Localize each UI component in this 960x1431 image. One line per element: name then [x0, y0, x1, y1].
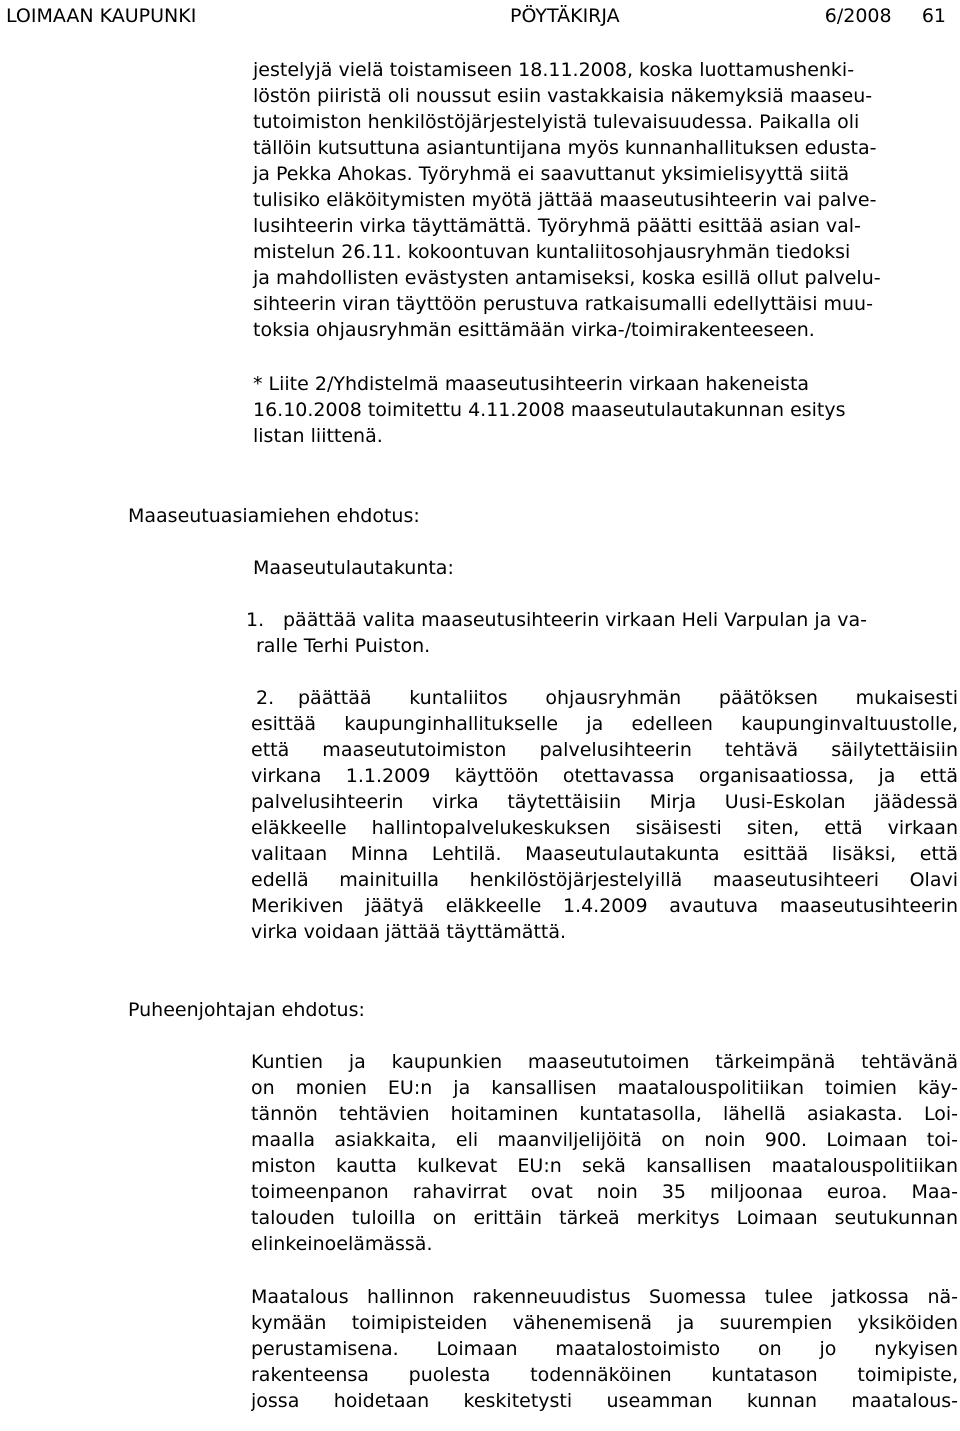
text-line: lusihteerin virka täyttämättä. Työryhmä päätti esittää asian val-: [253, 215, 861, 237]
text-line: talouden tuloilla on erittäin tärkeä merkitys Loimaan seutukunnan: [251, 1207, 958, 1229]
text-line: virka voidaan jättää täyttämättä.: [251, 921, 567, 943]
text-line: elinkeinoelämässä.: [251, 1233, 433, 1255]
text-line: tulisiko eläköitymisten myötä jättää maaseutusihteerin vai palve-: [253, 189, 877, 211]
organization-name: LOIMAAN KAUPUNKI: [6, 5, 197, 27]
decision-number: 2.: [256, 687, 275, 709]
page-header: [6, 3, 946, 29]
text-line: Merikiven jäätyä eläkkeelle 1.4.2009 avautuva maaseutusihteerin: [251, 895, 958, 917]
text-line: perustamisena. Loimaan maatalostoimisto on jo nykyisen: [251, 1338, 958, 1360]
text-line: ja Pekka Ahokas. Työryhmä ei saavuttanut yksimielisyyttä siitä: [253, 163, 850, 185]
text-line: päättää kuntaliitos ohjausryhmän päätöksen mukaisesti: [298, 687, 958, 709]
chair-heading: Puheenjohtajan ehdotus:: [128, 999, 365, 1021]
attachment-note: [253, 371, 950, 449]
intro-paragraph: [253, 57, 950, 343]
board-label: Maaseutulautakunta:: [253, 557, 454, 579]
text-line: eläkkeelle hallintopalvelukeskuksen sisäisesti siten, että virkaan: [251, 817, 958, 839]
decision-number: 1.: [246, 609, 265, 631]
text-line: kymään toimipisteiden vähenemisenä ja suurempien yksiköiden: [251, 1312, 958, 1334]
text-line: on monien EU:n ja kansallisen maatalouspolitiikan toimien käy-: [251, 1077, 958, 1099]
page-number: 61: [921, 5, 946, 27]
text-line: rakenteensa puolesta todennäköinen kuntatason toimipiste,: [251, 1364, 958, 1386]
text-line: ralle Terhi Puiston.: [256, 635, 431, 657]
text-line: palvelusihteerin virka täytettäisiin Mirja Uusi-Eskolan jäädessä: [251, 791, 958, 813]
text-line: että maaseututoimiston palvelusihteerin tehtävä säilytettäisiin: [251, 739, 958, 761]
text-line: virkana 1.1.2009 käyttöön otettavassa organisaatiossa, ja että: [251, 765, 958, 787]
decision-text: [256, 607, 933, 659]
text-line: 16.10.2008 toimitettu 4.11.2008 maaseutulautakunnan esitys: [253, 399, 846, 421]
text-line: Maatalous hallinnon rakenneuudistus Suomessa tulee jatkossa nä-: [251, 1286, 958, 1308]
chair-paragraph-1: [251, 1049, 958, 1257]
text-line: listan liittenä.: [253, 425, 383, 447]
text-line: valitaan Minna Lehtilä. Maaseutulautakunta esittää lisäksi, että: [251, 843, 958, 865]
issue-number: 6/2008: [824, 5, 892, 27]
chair-paragraph-2: [251, 1284, 958, 1414]
issue-and-page: [825, 3, 946, 29]
text-line: tännön tehtävien hoitaminen kuntatasolla, lähellä asiakasta. Loi-: [251, 1103, 958, 1125]
text-line: mistelun 26.11. kokoontuvan kuntaliitosohjausryhmän tiedoksi: [253, 241, 851, 263]
text-line: * Liite 2/Yhdistelmä maaseutusihteerin virkaan hakeneista: [253, 373, 810, 395]
text-line: toimeenpanon rahavirrat ovat noin 35 miljoonaa euroa. Maa-: [251, 1181, 958, 1203]
text-line: Kuntien ja kaupunkien maaseututoimen tärkeimpänä tehtävänä: [251, 1051, 958, 1073]
text-line: edellä mainituilla henkilöstöjärjestelyillä maaseutusihteeri Olavi: [251, 869, 958, 891]
decision-text: [251, 685, 958, 945]
text-line: esittää kaupunginhallitukselle ja edelleen kaupunginvaltuustolle,: [251, 713, 958, 735]
text-line: ja mahdollisten evästysten antamiseksi, koska esillä ollut palvelu-: [253, 267, 881, 289]
text-line: löstön piiristä oli noussut esiin vastakkaisia näkemyksiä maaseu-: [253, 85, 873, 107]
text-line: tutoimiston henkilöstöjärjestelyistä tulevaisuudessa. Paikalla oli: [253, 111, 860, 133]
text-line: jossa hoidetaan keskitetysti useamman kunnan maatalous-: [251, 1390, 958, 1412]
document-type: PÖYTÄKIRJA: [510, 5, 620, 27]
text-line: toksia ohjausryhmän esittämään virka-/toimirakenteeseen.: [253, 319, 815, 341]
text-line: miston kautta kulkevat EU:n sekä kansallisen maatalouspolitiikan: [251, 1155, 958, 1177]
text-line: maalla asiakkaita, eli maanviljelijöitä on noin 900. Loimaan toi-: [251, 1129, 958, 1151]
text-line: tällöin kutsuttuna asiantuntijana myös kunnanhallituksen edusta-: [253, 137, 877, 159]
proposal-heading: Maaseutuasiamiehen ehdotus:: [128, 505, 420, 527]
text-line: sihteerin viran täyttöön perustuva ratkaisumalli edellyttäisi muu-: [253, 293, 873, 315]
text-line: jestelyjä vielä toistamiseen 18.11.2008, koska luottamushenki-: [253, 59, 855, 81]
text-line: päättää valita maaseutusihteerin virkaan Heli Varpulan ja va-: [283, 609, 868, 631]
